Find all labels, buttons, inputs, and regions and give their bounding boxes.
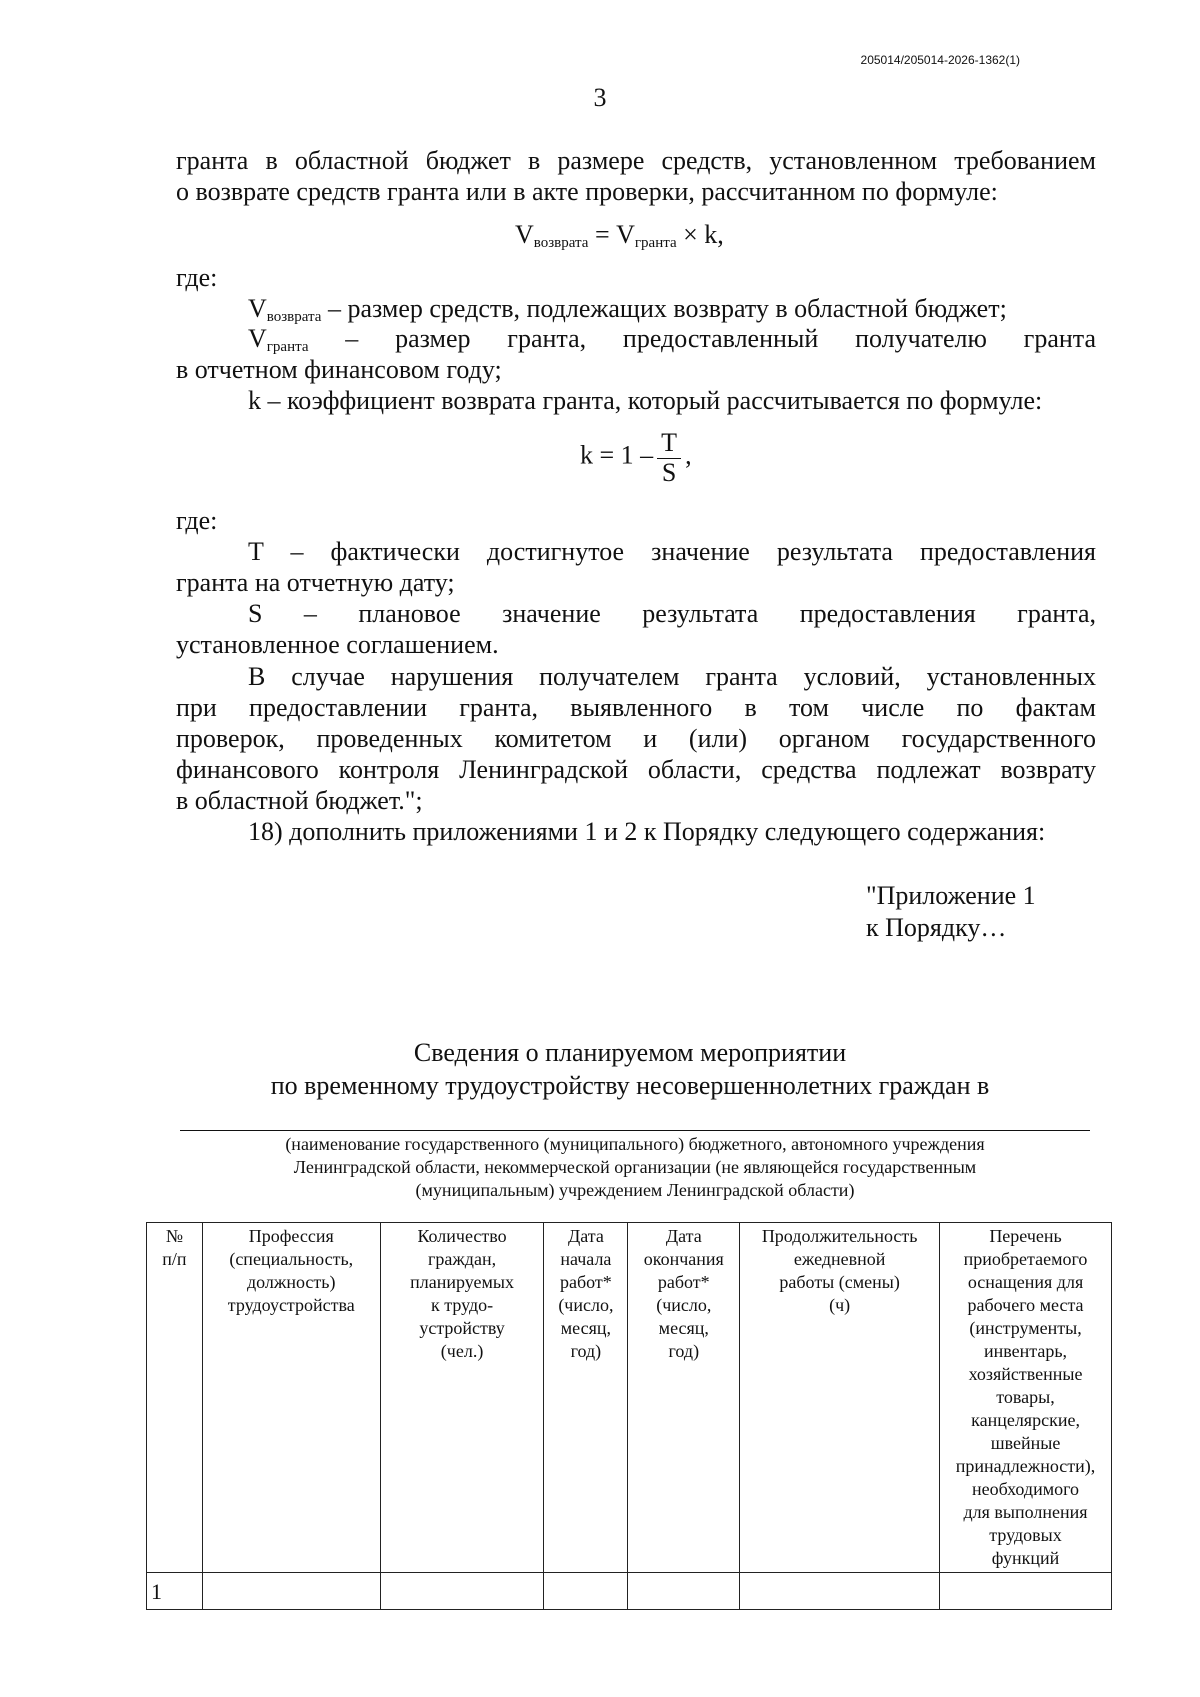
- def-subscript: гранта: [266, 339, 309, 355]
- def-symbol: V: [248, 294, 267, 323]
- formula-symbol: V: [616, 220, 635, 249]
- table-row: [147, 1573, 1112, 1610]
- def-symbol: V: [248, 324, 267, 353]
- where-label: где:: [176, 263, 218, 292]
- definition-k: k – коэффициент возврата гранта, который рассчитывается по формуле:: [248, 386, 1043, 415]
- def-text: – размер гранта, предоставленный получателю гранта: [308, 324, 1096, 353]
- paragraph-line: в отчетном финансовом году;: [176, 355, 502, 384]
- table-cell: [940, 1573, 1112, 1610]
- header-profession: Профессия (специальность, должность) трудоустройства: [202, 1223, 380, 1573]
- where-label: где:: [176, 506, 218, 535]
- table-cell: [202, 1573, 380, 1610]
- formula-tail: × k,: [676, 220, 724, 249]
- formula-lhs: k = 1 –: [580, 440, 654, 470]
- section-title-line: по временному трудоустройству несовершеннолетних граждан в: [270, 1071, 990, 1100]
- definition-s: S – плановое значение результата предоставления гранта,: [248, 599, 1096, 628]
- row-number: 1: [147, 1573, 203, 1610]
- header-number: № п/п: [147, 1223, 203, 1573]
- paragraph-line: проверок, проведенных комитетом и (или) органом государственного: [176, 724, 1096, 753]
- formula-tail: ,: [685, 440, 692, 470]
- formula-return-amount: [515, 220, 724, 252]
- formula-subscript: возврата: [533, 235, 589, 251]
- section-title: [170, 1036, 1090, 1102]
- org-note-line: (наименование государственного (муниципального) бюджетного, автономного учреждения: [285, 1134, 985, 1154]
- paragraph-line: В случае нарушения получателем гранта условий, установленных: [248, 662, 1096, 691]
- definition-t: T – фактически достигнутое значение результата предоставления: [248, 537, 1096, 566]
- annex-line: "Приложение 1: [866, 881, 1036, 910]
- annex-line: к Порядку…: [866, 913, 1007, 942]
- fraction-numerator: T: [657, 428, 681, 459]
- formula-symbol: V: [515, 220, 534, 249]
- paragraph-line: гранта в областной бюджет в размере средств, установленном требованием: [176, 146, 1096, 175]
- header-end-date: Дата окончания работ* (число, месяц, год): [628, 1223, 740, 1573]
- table-header-row: [147, 1223, 1112, 1573]
- org-note-line: Ленинградской области, некоммерческой организации (не являющейся государственным: [293, 1157, 977, 1177]
- table-cell: [628, 1573, 740, 1610]
- formula-coefficient: [580, 428, 692, 487]
- formula-operator: =: [588, 220, 617, 249]
- paragraph-line: финансового контроля Ленинградской области, средства подлежат возврату: [176, 755, 1096, 784]
- formula-fraction: [657, 428, 681, 487]
- paragraph-line: в областной бюджет.";: [176, 786, 423, 815]
- def-subscript: возврата: [266, 309, 322, 325]
- section-title-line: Сведения о планируемом мероприятии: [413, 1038, 847, 1067]
- formula-subscript: гранта: [634, 235, 677, 251]
- org-note-line: (муниципальным) учреждением Ленинградской области): [415, 1180, 855, 1200]
- document-code: 205014/205014-2026-1362(1): [860, 53, 1020, 67]
- table-cell: [544, 1573, 628, 1610]
- def-text: – размер средств, подлежащих возврату в областной бюджет;: [321, 294, 1007, 323]
- header-equipment: Перечень приобретаемого оснащения для рабочего места (инструменты, инвентарь, хозяйственные товары, канцелярские, швейные принадлежности), необходимого для выполнения трудовых функций: [940, 1223, 1112, 1573]
- fill-in-line: [180, 1130, 1090, 1131]
- table-cell: [740, 1573, 940, 1610]
- paragraph-line: о возврате средств гранта или в акте проверки, рассчитанном по формуле:: [176, 177, 998, 206]
- header-start-date: Дата начала работ* (число, месяц, год): [544, 1223, 628, 1573]
- paragraph-line: установленное соглашением.: [176, 630, 499, 659]
- paragraph-line: при предоставлении гранта, выявленного в том числе по фактам: [176, 693, 1096, 722]
- annex-caption: [866, 880, 1036, 944]
- header-duration: Продолжительность ежедневной работы (смены) (ч): [740, 1223, 940, 1573]
- org-note: [180, 1133, 1090, 1202]
- table-cell: [380, 1573, 544, 1610]
- page-number: 3: [593, 83, 607, 112]
- planned-activity-table: [146, 1222, 1112, 1610]
- paragraph-line: гранта на отчетную дату;: [176, 568, 455, 597]
- fraction-denominator: S: [661, 458, 677, 487]
- item-18: 18) дополнить приложениями 1 и 2 к Порядку следующего содержания:: [248, 817, 1046, 846]
- header-count: Количество граждан, планируемых к трудо- устройству (чел.): [380, 1223, 544, 1573]
